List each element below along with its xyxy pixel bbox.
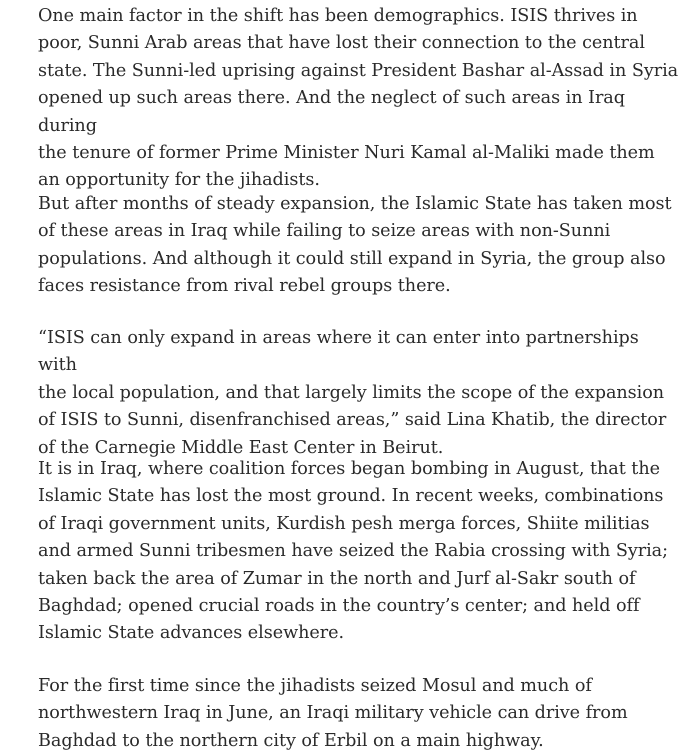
article-paragraph: But after months of steady expansion, the Islamic State has taken most of these areas in Iraq while failing to seize areas with non-Sunni populations. And although it could still expand in Syria, the group also faces resistance from rival rebel groups there. — [38, 194, 672, 297]
article-paragraph-quote: “ISIS can only expand in areas where it can enter into partnerships with the local population, and that largely limits the scope of the expansion of ISIS to Sunni, disenfranchised areas,” said Lina Khatib, the director of the Carnegie Middle East Center in Beirut. — [38, 328, 667, 458]
article-paragraph: It is in Iraq, where coalition forces began bombing in August, that the Islamic State has lost the most ground. In recent weeks, combinations of Iraqi government units, Kurdish pesh merga forces, Shiite militias and armed Sunni tribesmen have seized the Rabia crossing with Syria; taken back the area of Zumar in the north and Jurf al-Sakr south of Baghdad; opened crucial roads in the country’s center; and held off Islamic State advances elsewhere. — [38, 459, 668, 644]
article-paragraph: For the first time since the jihadists seized Mosul and much of northwestern Iraq in June, an Iraqi military vehicle can drive from Baghdad to the northern city of Erbil on a main highway. — [38, 676, 628, 751]
article-paragraph: One main factor in the shift has been demographics. ISIS thrives in poor, Sunni Arab areas that have lost their connection to the central state. The Sunni-led uprising against President Bashar al-Assad in Syria opened up such areas there. And the neglect of such areas in Iraq during the tenure of former Prime Minister Nuri Kamal al-Maliki made them an opportunity for the jihadists. — [38, 6, 679, 191]
